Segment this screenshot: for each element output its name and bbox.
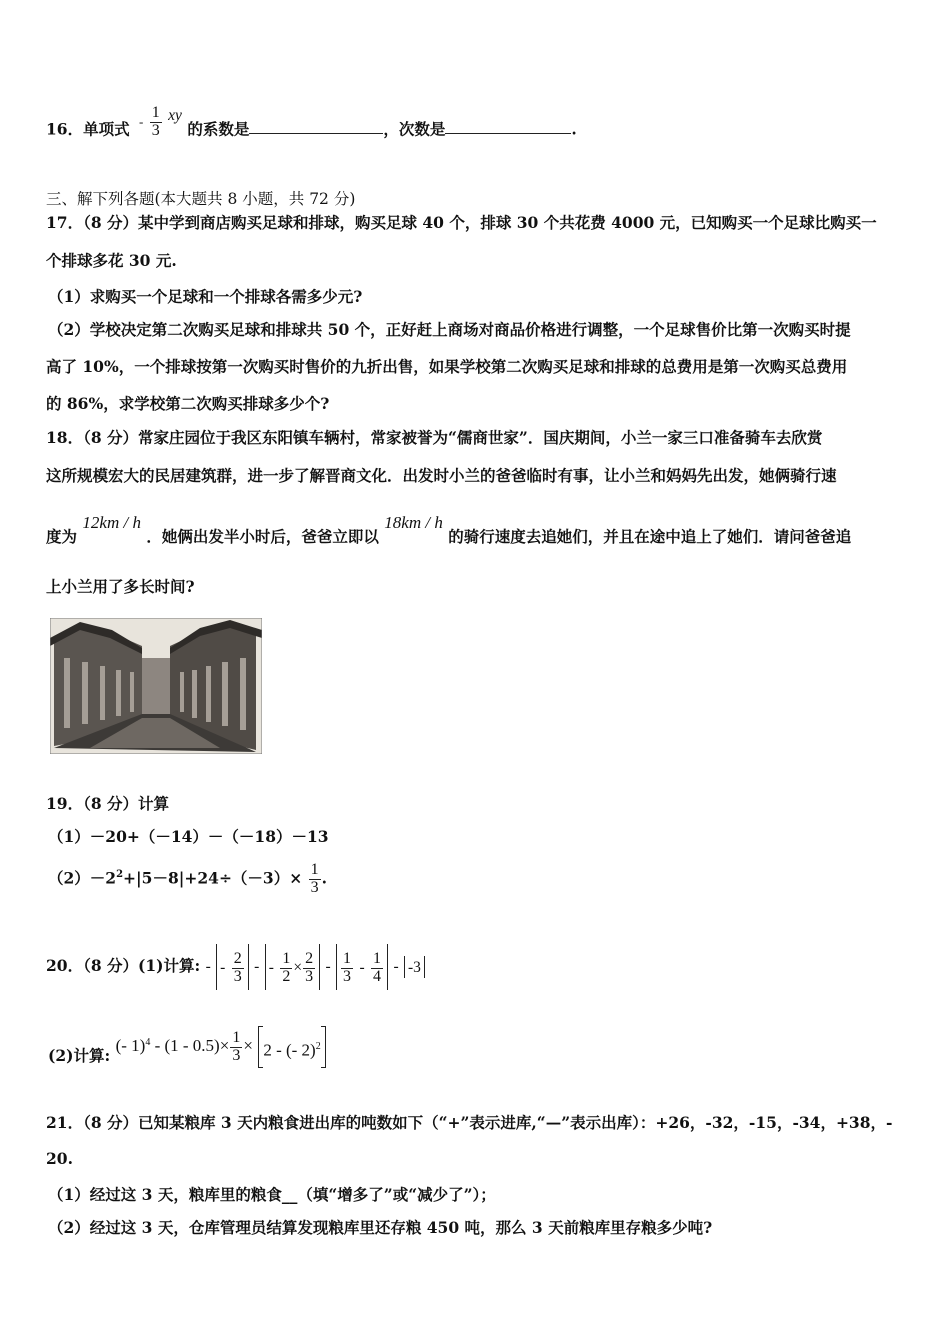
courtyard-photo	[50, 618, 262, 754]
section-heading: 三、解下列各题(本大题共 8 小题，共 72 分)	[46, 190, 356, 208]
q18-line3: 度为 12km / h ．她俩出发半小时后，爸爸立即以 18km / h 的骑行速度去追她们，并且在途中追上了她们．请问爸爸追	[46, 513, 852, 546]
q17-part2-line3: 的 86%，求学校第二次购买排球多少个?	[46, 394, 330, 413]
q18-speed-mother: 12km / h	[82, 513, 141, 532]
q17-line2: 个排球多花 30 元.	[46, 251, 177, 270]
q21-part1: （1）经过这 3 天，粮库里的粮食__（填“增多了”或“减少了”）；	[48, 1185, 496, 1204]
q16-degree-text: ，次数是	[383, 119, 446, 139]
q16-coef-text: 的系数是	[187, 119, 250, 139]
q20-abs-2: - $\frac{1}{2}$ × $\frac{2}{3}$	[265, 944, 320, 990]
q17-part1: （1）求购买一个足球和一个排球各需多少元?	[48, 287, 363, 306]
courtyard-photo-svg	[50, 618, 262, 754]
q19-part1: （1）－20+（－14）－（－18）－13	[48, 827, 329, 846]
q16-blank-degree[interactable]	[445, 119, 571, 134]
q17-line1: 17．（8 分）某中学到商店购买足球和排球，购买足球 40 个，排球 30 个共花费 4000 元，已知购买一个足球比购买一	[46, 213, 877, 232]
q19-part2: $(2)-2^2+|5-8|+24\div(-3)\times$ $\frac{1}{3}$ .	[48, 861, 328, 896]
q16-label: 16．单项式	[46, 119, 130, 139]
q20-abs-3: $\frac{1}{3}$ - $\frac{1}{4}$	[336, 944, 388, 990]
q18-speed-father: 18km / h	[384, 513, 443, 532]
q16-fraction: $\frac{1}{3}$	[151, 104, 160, 139]
q16-blank-coefficient[interactable]	[249, 119, 383, 134]
q21-line2: 20.	[46, 1149, 73, 1168]
q20-part2: (2)计算: (- 1)$^4$ - (1 - 0.5)× $\frac{1}{3}$ × 2 - (- 2)$^2$	[48, 1026, 326, 1068]
q19-title: 19．（8 分）计算	[46, 794, 170, 813]
q20-abs-1: - $\frac{2}{3}$	[216, 944, 249, 990]
q20-bracket: 2 - (- 2)$^2$	[258, 1026, 325, 1068]
q17-part2-line1: （2）学校决定第二次购买足球和排球共 50 个，正好赶上商场对商品价格进行调整，一个足球售价比第一次购买时提	[48, 320, 851, 339]
q18-line2: 这所规模宏大的民居建筑群，进一步了解晋商文化．出发时小兰的爸爸临时有事，让小兰和妈妈先出发，她俩骑行速	[46, 466, 837, 485]
q18-line4: 上小兰用了多长时间?	[46, 577, 195, 596]
q20-abs-4: -3	[404, 956, 425, 978]
question-16: 16．单项式 - $\frac{1}{3}$ xy 的系数是 ，次数是 .	[46, 104, 577, 139]
q16-variables: xy	[168, 107, 182, 125]
q20-part1: 20．（8 分）(1)计算: - - $\frac{2}{3}$ - - $\frac{1}{2}$ × $\frac{2}{3}$ - $\frac{1}{3}$ - $\frac{1}{4}$ - -3	[46, 944, 425, 990]
q17-part2-line2: 高了 10%，一个排球按第一次购买时售价的九折出售，如果学校第二次购买足球和排球的总费用是第一次购买总费用	[46, 357, 848, 376]
q16-minus: -	[138, 114, 144, 130]
q19-fraction: $\frac{1}{3}$	[310, 861, 319, 896]
q21-line1: 21．（8 分）已知某粮库 3 天内粮食进出库的吨数如下（“+”表示进库,“—”表示出库）：+26，-32，-15，-34，+38，-	[46, 1113, 893, 1132]
q21-part2: （2）经过这 3 天，仓库管理员结算发现粮库里还存粮 450 吨，那么 3 天前粮库里存粮多少吨?	[48, 1218, 713, 1237]
q18-line1: 18．（8 分）常家庄园位于我区东阳镇车辆村，常家被誉为“儒商世家”．国庆期间，小兰一家三口准备骑车去欣赏	[46, 428, 823, 447]
